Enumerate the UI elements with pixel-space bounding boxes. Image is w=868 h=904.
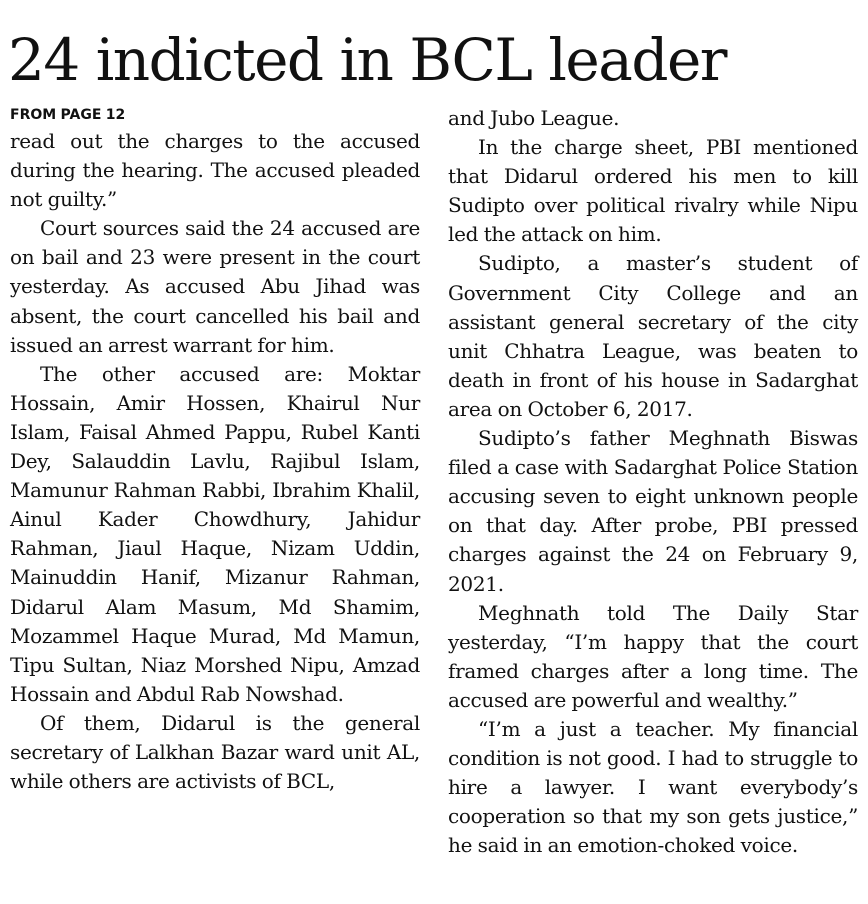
paragraph-continued: read out the charges to the accused during the hearing. The accused pleaded not guilty.”	[10, 129, 420, 212]
paragraph-teacher-quote: “I’m a just a teacher. My financial condition is not good. I had to struggle to hire a lawyer. I want everybody’s cooperation so that my son gets justice,” he said in an emotion-choked voice.	[448, 716, 858, 858]
paragraph-sudipto: Sudipto, a master’s student of Government City College and an assistant general secretary of the city unit Chhatra League, was beaten to death in front of his house in Sadarghat area on October 6, 2017.	[448, 251, 858, 421]
left-column	[10, 104, 420, 796]
paragraph-other-accused: The other accused are: Moktar Hossain, Amir Hossen, Khairul Nur Islam, Faisal Ahmed Pappu, Rubel Kanti Dey, Salauddin Lavlu, Rajibul Islam, Mamunur Rahman Rabbi, Ibrahim Khalil, Ainul Kader Chowdhury, Jahidur Rahman, Jiaul Haque, Nizam Uddin, Mainuddin Hanif, Mizanur Rahman, Didarul Alam Masum, Md Shamim, Mozammel Haque Murad, Md Mamun, Tipu Sultan, Niaz Morshed Nipu, Amzad Hossain and Abdul Rab Nowshad.	[10, 361, 420, 706]
paragraph-father-case: Sudipto’s father Meghnath Biswas filed a case with Sadarghat Police Station accusing seven to eight unknown people on that day. After probe, PBI pressed charges against the 24 on February 9, 2021.	[448, 426, 858, 596]
paragraph-meghnath-quote: Meghnath told The Daily Star yesterday, “I’m happy that the court framed charges after a long time. The accused are powerful and wealthy.”	[448, 600, 858, 712]
headline: 24 indicted in BCL leader	[8, 26, 727, 94]
right-column	[448, 104, 858, 860]
jump-kicker: FROM PAGE 12	[10, 107, 126, 123]
paragraph-continued-right: and Jubo League.	[448, 106, 620, 130]
paragraph-didarul: Of them, Didarul is the general secretary of Lalkhan Bazar ward unit AL, while others are activists of BCL,	[10, 710, 420, 794]
paragraph-charge-sheet: In the charge sheet, PBI mentioned that Didarul ordered his men to kill Sudipto over political rivalry while Nipu led the attack on him.	[448, 135, 858, 247]
paragraph-court-sources: Court sources said the 24 accused are on bail and 23 were present in the court yesterday. As accused Abu Jihad was absent, the court cancelled his bail and issued an arrest warrant for him.	[10, 216, 420, 357]
